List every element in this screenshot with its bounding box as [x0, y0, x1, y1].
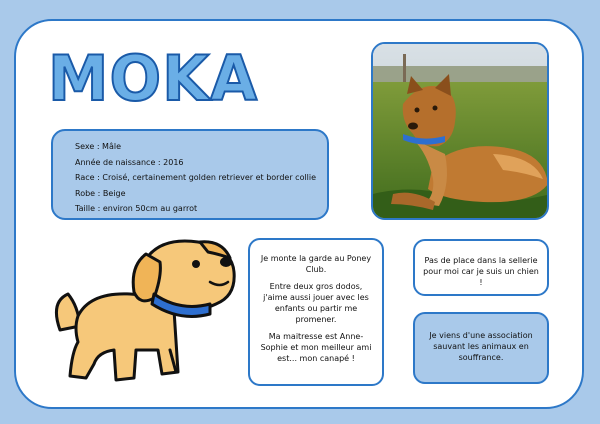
- bubble-main-play: Entre deux gros dodos, j'aime aussi jouer avec les enfants ou partir me promener.: [263, 282, 369, 324]
- speech-bubble-association: Je viens d'une association sauvant les animaux en souffrance.: [413, 312, 549, 384]
- dog-name-title: MOKA: [48, 42, 259, 115]
- bubble-main-guard: Je monte la garde au Poney Club.: [260, 254, 372, 274]
- bubble-main-owner: Ma maitresse est Anne-Sophie et mon meilleur ami est... mon canapé !: [260, 332, 372, 363]
- dog-photo-image: [373, 44, 549, 220]
- speech-bubble-main: [248, 238, 384, 386]
- info-box: [51, 129, 329, 220]
- info-sexe: Sexe : Mâle: [75, 142, 121, 151]
- info-size: Taille : environ 50cm au garrot: [75, 204, 198, 213]
- cartoon-dog-illustration: [50, 232, 238, 392]
- info-breed: Race : Croisé, certainement golden retriever et border collie: [75, 173, 317, 182]
- speech-bubble-sellerie: Pas de place dans la sellerie pour moi car je suis un chien !: [413, 239, 549, 296]
- dog-photo: [371, 42, 549, 220]
- info-coat: Robe : Beige: [75, 188, 126, 198]
- info-birth-year: Année de naissance : 2016: [75, 157, 184, 167]
